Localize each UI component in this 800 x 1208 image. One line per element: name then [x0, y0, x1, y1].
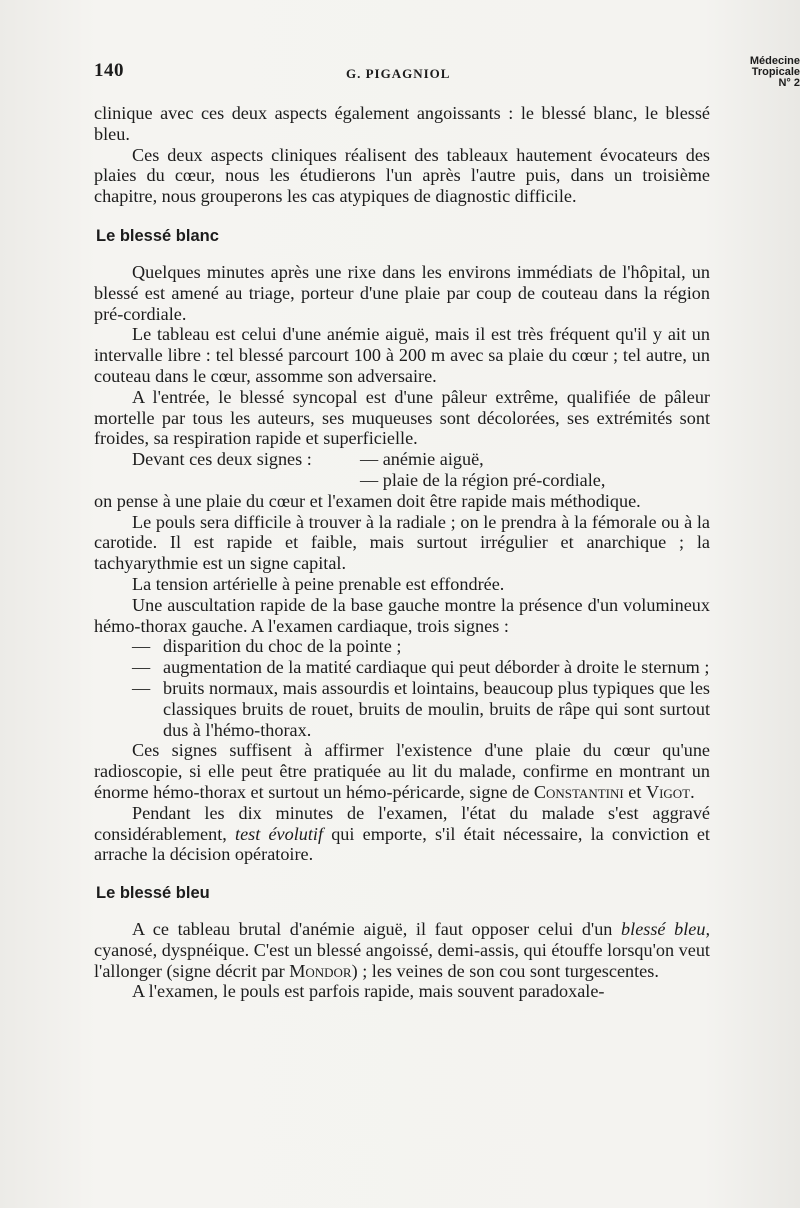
- text-run: .: [690, 781, 695, 802]
- paragraph: [94, 740, 710, 802]
- paragraph: Quelques minutes après une rixe dans les environs immédiats de l'hôpital, un blessé est amené au triage, porteur d'une plaie par coup de couteau dans la région pré-cordiale.: [94, 261, 710, 324]
- emphasis: blessé bleu,: [621, 919, 711, 940]
- list-item: — disparition du choc de la pointe ;: [132, 636, 710, 657]
- list-item: — augmentation de la matité cardiaque qui peut déborder à droite le sternum ;: [132, 657, 710, 678]
- text-run: et: [623, 781, 646, 802]
- journal-subtitle: Tropicale: [751, 66, 800, 78]
- paragraph: [94, 803, 710, 865]
- signs-label: Devant ces deux signes :: [132, 449, 312, 470]
- emphasis: test évolutif: [235, 823, 324, 844]
- text-run: A ce tableau brutal d'anémie aiguë, il faut opposer celui d'un: [132, 919, 622, 940]
- author-name: Mondor: [289, 960, 352, 981]
- text-run: Pendant les dix minutes de l'examen, l'état du malade s'est aggravé considérablement,: [94, 802, 710, 844]
- text-run: qui emporte, s'il était nécessaire, la conviction et arrache la décision opératoire.: [94, 823, 710, 865]
- paragraph: Une auscultation rapide de la base gauche montre la présence d'un volumineux hémo-thorax gauche. A l'examen cardiaque, trois signes :: [94, 594, 710, 636]
- section-heading: Le blessé blanc: [96, 226, 219, 245]
- signs-list: [94, 636, 710, 740]
- article-body: [94, 103, 710, 1002]
- paragraph: La tension artérielle à peine prenable est effondrée.: [132, 573, 505, 594]
- page-number: 140: [94, 60, 124, 81]
- running-title: G. PIGAGNIOL: [346, 66, 451, 81]
- paragraph: Ces deux aspects cliniques réalisent des tableaux hautement évocateurs des plaies du cœur, nous les étudierons l'un après l'autre puis, dans un troisième chapitre, nous grouperons les cas atypiques de diagnostic difficile.: [94, 144, 710, 207]
- paragraph: A l'examen, le pouls est parfois rapide, mais souvent paradoxale-: [132, 981, 605, 1002]
- text-run: ) ; les veines de son cou sont turgescentes.: [351, 960, 659, 981]
- paragraph: on pense à une plaie du cœur et l'examen doit être rapide mais méthodique.: [94, 490, 641, 511]
- signs-block: [94, 449, 710, 491]
- paragraph: Le tableau est celui d'une anémie aiguë, mais il est très fréquent qu'il y ait un intervalle libre : tel blessé parcourt 100 à 200 m avec sa plaie du cœur ; tel autre, un couteau dans le cœur, assomme son adversaire.: [94, 324, 710, 386]
- paragraph: [94, 919, 710, 981]
- paragraph: clinique avec ces deux aspects également angoissants : le blessé blanc, le blessé bleu.: [94, 103, 710, 144]
- sign-item: — anémie aiguë,: [360, 449, 484, 470]
- paragraph: Le pouls sera difficile à trouver à la radiale ; on le prendra à la fémorale ou à la carotide. Il est rapide et faible, mais surtout irrégulier et anarchique ; la tachyarythmie est un signe capital.: [94, 511, 710, 574]
- text-run: cyanosé, dyspnéique. C'est un blessé angoissé, demi-assis, qui étouffe lorsqu'on veut l'allonger (signe décrit par: [94, 939, 710, 981]
- text-run: Ces signes suffisent à affirmer l'existence d'une plaie du cœur qu'une radioscopie, si elle peut être pratiquée au lit du malade, confirme en montrant un énorme hémo-thorax et surtout un hémo-péricarde, signe de: [94, 740, 710, 802]
- list-item: — bruits normaux, mais assourdis et lointains, beaucoup plus typiques que les classiques bruits de rouet, bruits de moulin, bruits de râpe qui sont surtout dus à l'hémo-thorax.: [132, 678, 710, 740]
- sign-item: — plaie de la région pré-cordiale,: [360, 469, 606, 490]
- journal-issue: N° 2: [778, 77, 800, 89]
- author-name: Vigot: [645, 781, 691, 802]
- section-heading: Le blessé bleu: [96, 884, 210, 903]
- journal-name: Médecine: [749, 55, 800, 67]
- author-name: Constantini: [533, 781, 624, 802]
- journal-mark: [728, 56, 800, 89]
- paragraph: A l'entrée, le blessé syncopal est d'une pâleur extrême, qualifiée de pâleur mortelle par tous les auteurs, ses muqueuses sont décolorées, ses extrémités sont froides, sa respiration rapide et superficielle.: [94, 386, 710, 449]
